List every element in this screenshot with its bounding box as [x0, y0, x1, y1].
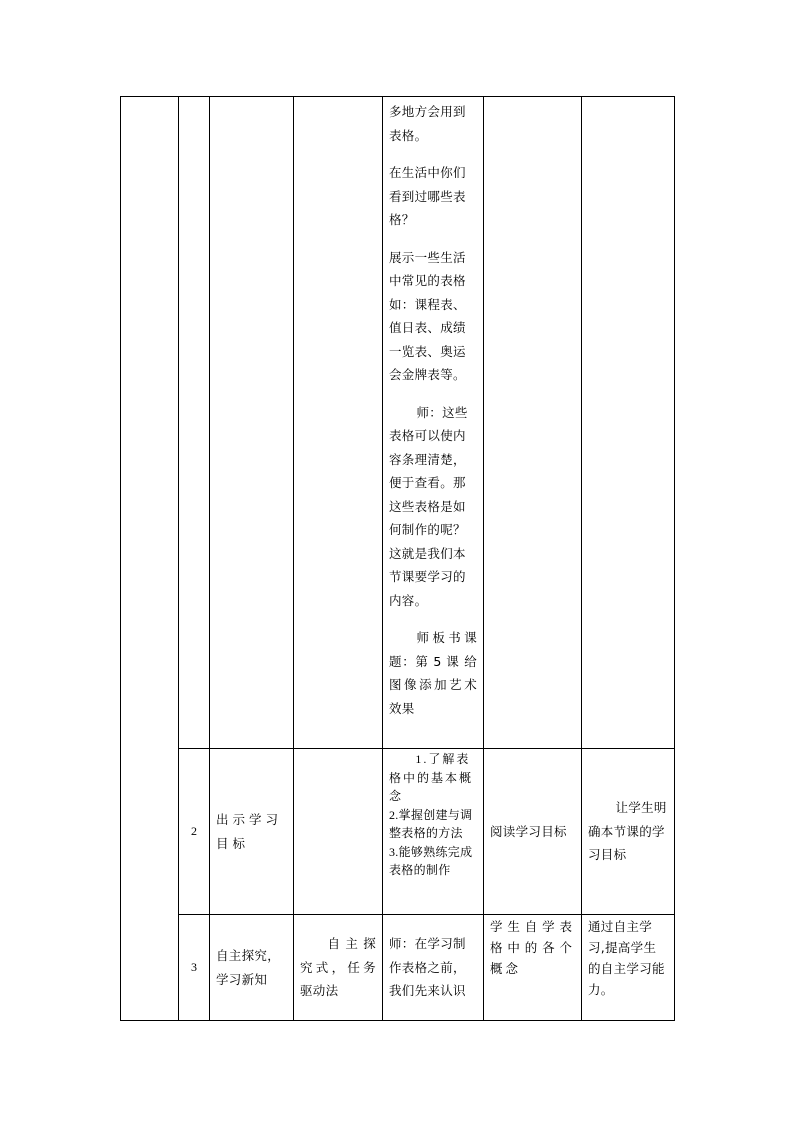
method-cell — [294, 97, 383, 749]
student-activity-cell — [484, 97, 582, 749]
teacher-paragraph: 多地方会用到表格。 — [389, 104, 466, 143]
objective-item: 1.了解表格中的基本概念 — [389, 752, 474, 803]
number-cell — [179, 97, 210, 749]
teacher-paragraph: 师板书课题：第 5 课 给图像添加艺术效果 — [389, 630, 477, 716]
table-row-objectives — [121, 749, 675, 915]
method-text — [294, 749, 383, 915]
teacher-paragraph: 展示一些生活中常见的表格如：课程表、值日表、成绩一览表、奥运会金牌表等。 — [389, 249, 466, 382]
teacher-activity-cell: 师：在学习制作表格之前，我们先来认识 — [383, 915, 484, 1021]
student-activity-cell: 学生自学表格中的各个概念 — [484, 915, 582, 1021]
teacher-activity-cell — [383, 97, 484, 749]
method-text: 自主探究式，任务驱动法 — [294, 915, 383, 1021]
design-intent-cell: 让学生明确本节课的学习目标 — [582, 749, 675, 915]
row-number: 3 — [179, 915, 210, 1021]
table-row-intro — [121, 97, 675, 749]
row-number: 2 — [179, 749, 210, 915]
table-row-exploration — [121, 915, 675, 1021]
teacher-paragraph: 师：这些表格可以使内容条理清楚，便于查看。那这些表格是如何制作的呢？这就是我们本节课要学习的内容。 — [389, 404, 468, 608]
design-intent-cell: 通过自主学习,提高学生的自主学习能力。 — [582, 915, 675, 1021]
lesson-plan-table — [120, 96, 675, 1021]
blank-side-cell — [121, 97, 179, 1021]
design-intent-cell — [582, 97, 675, 749]
student-activity-cell: 阅读学习目标 — [484, 749, 582, 915]
stage-cell — [210, 97, 294, 749]
stage-name: 自主探究，学习新知 — [210, 915, 294, 1021]
teacher-activity-cell — [383, 749, 484, 915]
objective-item: 2.掌握创建与调整表格的方法 — [389, 807, 473, 840]
objective-item: 3.能够熟练完成表格的制作 — [389, 844, 473, 877]
teacher-paragraph: 在生活中你们看到过哪些表格？ — [389, 165, 466, 227]
stage-name: 出示学习目标 — [210, 749, 294, 915]
